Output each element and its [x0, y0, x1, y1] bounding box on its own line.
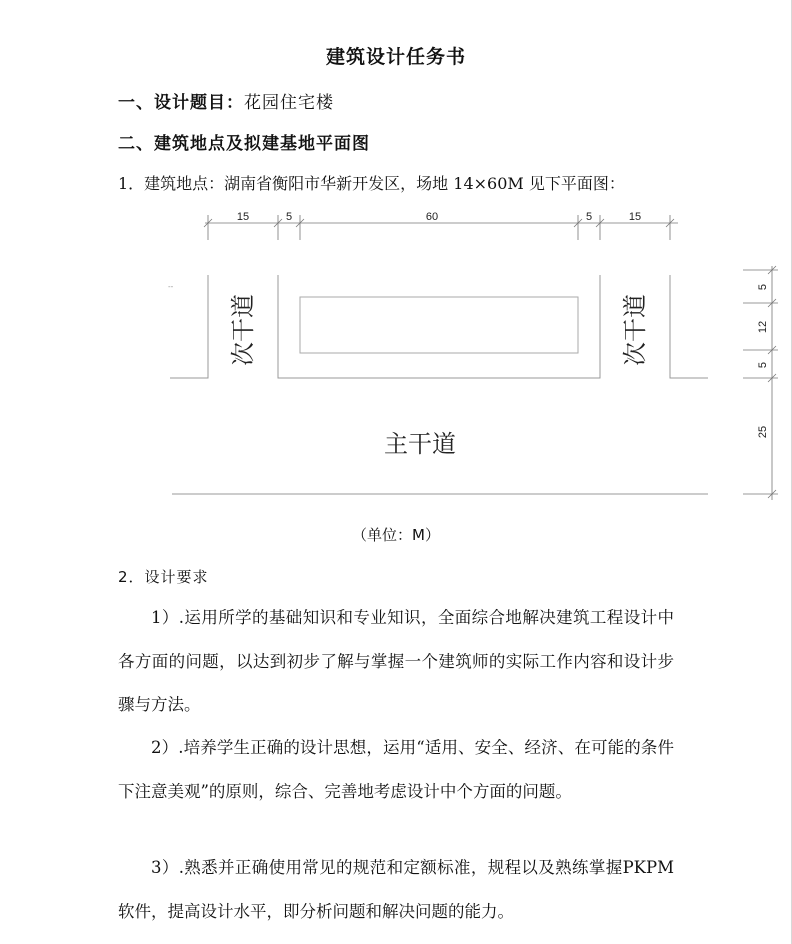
section-site-heading: 二、建筑地点及拟建基地平面图	[118, 134, 370, 154]
requirement-paragraph-3: 3）.熟悉并正确使用常见的规范和定额标准，规程以及熟练掌握PKPM 软件，提高设计水平，即分析问题和解决问题的能力。	[118, 858, 674, 921]
dim-right-setback-bottom: 5	[757, 361, 769, 369]
requirement-paragraph-1: 1）.运用所学的基础知识和专业知识，全面综合地解决建筑工程设计中各方面的问题，以达到初步了解与掌握一个建筑师的实际工作内容和设计步骤与方法。	[118, 608, 674, 714]
section-design-topic-label: 一、设计题目：	[118, 93, 244, 113]
dim-right-building-depth: 12	[757, 320, 769, 334]
unit-note: （单位：M）	[352, 526, 440, 544]
dim-top-right-setback: 5	[585, 211, 593, 223]
top-dimension-lines	[204, 215, 678, 240]
dim-top-site-width: 60	[425, 211, 439, 223]
dim-right-setback-top: 5	[757, 283, 769, 291]
requirements-title: 2．设计要求	[118, 568, 209, 586]
secondary-road-right: 次干道	[621, 294, 649, 366]
secondary-road-left: 次干道	[229, 294, 257, 366]
dim-right-main-road: 25	[757, 425, 769, 439]
document-title: 建筑设计任务书	[325, 46, 466, 68]
stray-mark: --	[168, 282, 174, 291]
building-footprint	[300, 297, 578, 353]
dim-top-left-setback: 5	[285, 211, 293, 223]
dim-top-left-road: 15	[236, 211, 250, 223]
requirement-paragraph-2: 2）.培养学生正确的设计思想，运用“适用、安全、经济、在可能的条件下注意美观”的原则，综合、完善地考虑设计中个方面的问题。	[118, 738, 674, 801]
main-road: 主干道	[384, 430, 456, 458]
location-line: 1．建筑地点：湖南省衡阳市华新开发区，场地 14×60M 见下平面图：	[118, 174, 625, 193]
section-design-topic-value: 花园住宅楼	[244, 93, 334, 113]
dim-top-right-road: 15	[628, 211, 642, 223]
right-dimension-lines	[743, 266, 778, 500]
